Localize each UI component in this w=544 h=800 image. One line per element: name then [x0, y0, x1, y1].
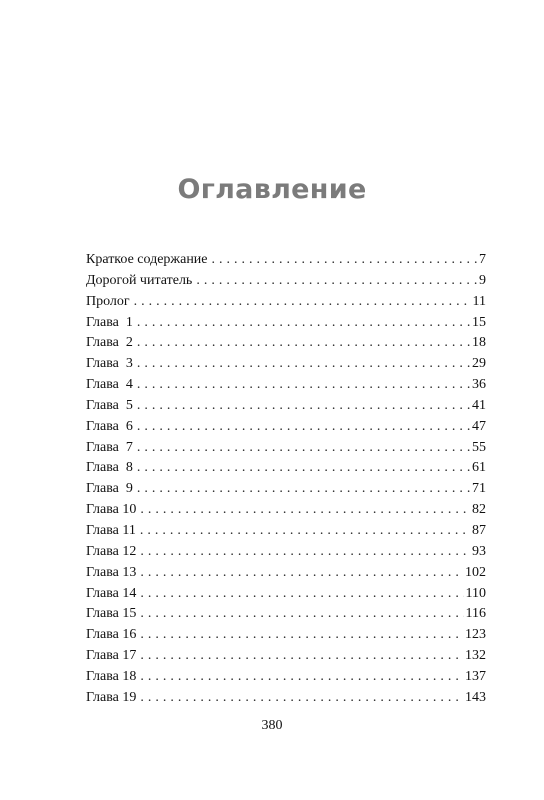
- toc-entry-label: Пролог: [86, 293, 130, 309]
- toc-entry: [86, 521, 486, 542]
- toc-entry-page: 29: [472, 356, 486, 372]
- toc-dot-leader: [140, 667, 463, 688]
- toc-entry: [86, 667, 486, 688]
- toc-dot-leader: [137, 333, 470, 354]
- toc-entry: [86, 333, 486, 354]
- toc-dot-leader: [137, 354, 470, 375]
- toc-entry-page: 82: [472, 502, 486, 518]
- toc-entry: [86, 458, 486, 479]
- toc-entry-page: 55: [472, 439, 486, 455]
- toc-dot-leader: [140, 500, 470, 521]
- toc-dot-leader: [140, 604, 463, 625]
- toc-dot-leader: [137, 313, 470, 334]
- toc-dot-leader: [137, 458, 470, 479]
- toc-dot-leader: [134, 292, 471, 313]
- toc-entry-page: 71: [472, 481, 486, 497]
- toc-entry-page: 87: [472, 522, 486, 538]
- toc-dot-leader: [137, 479, 470, 500]
- toc-entry-label: Глава 1: [86, 314, 133, 330]
- toc-entry: [86, 688, 486, 709]
- toc-entry-label: Глава 8: [86, 460, 133, 476]
- toc-entry-label: Глава 15: [86, 606, 137, 622]
- toc-dot-leader: [140, 688, 463, 709]
- toc-dot-leader: [140, 542, 470, 563]
- table-of-contents: [86, 250, 486, 709]
- toc-entry-label: Глава 12: [86, 543, 137, 559]
- toc-entry-label: Краткое содержание: [86, 252, 208, 267]
- toc-dot-leader: [196, 271, 477, 292]
- toc-entry-page: 116: [465, 606, 486, 622]
- toc-entry-label: Глава 6: [86, 418, 133, 434]
- toc-entry: [86, 438, 486, 459]
- toc-entry: [86, 563, 486, 584]
- toc-entry: [86, 542, 486, 563]
- toc-entry-label: Глава 9: [86, 481, 133, 497]
- toc-dot-leader: [137, 438, 470, 459]
- toc-dot-leader: [137, 417, 470, 438]
- toc-entry-label: Глава 19: [86, 689, 137, 705]
- toc-entry: [86, 396, 486, 417]
- toc-entry-label: Глава 14: [86, 585, 137, 601]
- toc-entry-page: 110: [465, 585, 486, 601]
- toc-entry-page: 102: [465, 564, 486, 580]
- toc-entry-label: Глава 10: [86, 502, 137, 518]
- toc-entry-label: Глава 11: [86, 522, 136, 538]
- toc-entry-page: 132: [465, 648, 486, 664]
- toc-entry: [86, 417, 486, 438]
- toc-entry-page: 41: [472, 397, 486, 413]
- toc-entry: [86, 271, 486, 292]
- toc-entry: [86, 292, 486, 313]
- toc-entry: [86, 313, 486, 334]
- toc-entry-page: 9: [479, 272, 486, 288]
- toc-entry: [86, 625, 486, 646]
- toc-entry-page: 36: [472, 377, 486, 393]
- toc-entry-page: 7: [479, 252, 486, 267]
- toc-entry-page: 61: [472, 460, 486, 476]
- toc-entry-label: Глава 5: [86, 397, 133, 413]
- toc-entry-page: 18: [472, 335, 486, 351]
- toc-entry-page: 47: [472, 418, 486, 434]
- toc-entry: [86, 584, 486, 605]
- toc-entry-label: Глава 3: [86, 356, 133, 372]
- toc-entry-page: 137: [465, 668, 486, 684]
- toc-entry-page: 93: [472, 543, 486, 559]
- toc-dot-leader: [137, 396, 470, 417]
- toc-entry: [86, 375, 486, 396]
- toc-entry-label: Глава 17: [86, 648, 137, 664]
- toc-entry: [86, 500, 486, 521]
- page-number: 380: [261, 718, 283, 733]
- toc-entry-page: 123: [465, 627, 486, 643]
- toc-dot-leader: [137, 375, 470, 396]
- toc-dot-leader: [140, 563, 463, 584]
- toc-dot-leader: [140, 584, 463, 605]
- toc-entry: [86, 646, 486, 667]
- toc-entry-label: Глава 16: [86, 627, 137, 643]
- toc-entry-label: Глава 7: [86, 439, 133, 455]
- toc-entry: [86, 604, 486, 625]
- toc-dot-leader: [212, 250, 477, 271]
- toc-dot-leader: [140, 646, 463, 667]
- toc-entry-label: Глава 4: [86, 377, 133, 393]
- page-title: Оглавление: [177, 174, 367, 205]
- toc-dot-leader: [140, 521, 470, 542]
- toc-entry: [86, 354, 486, 375]
- toc-entry: [86, 479, 486, 500]
- toc-entry: [86, 250, 486, 271]
- toc-entry-label: Глава 2: [86, 335, 133, 351]
- toc-entry-page: 15: [472, 314, 486, 330]
- toc-entry-label: Глава 18: [86, 668, 137, 684]
- toc-entry-label: Дорогой читатель: [86, 272, 193, 288]
- toc-entry-page: 143: [465, 689, 486, 705]
- toc-dot-leader: [140, 625, 463, 646]
- toc-entry-label: Глава 13: [86, 564, 137, 580]
- toc-entry-page: 11: [472, 293, 486, 309]
